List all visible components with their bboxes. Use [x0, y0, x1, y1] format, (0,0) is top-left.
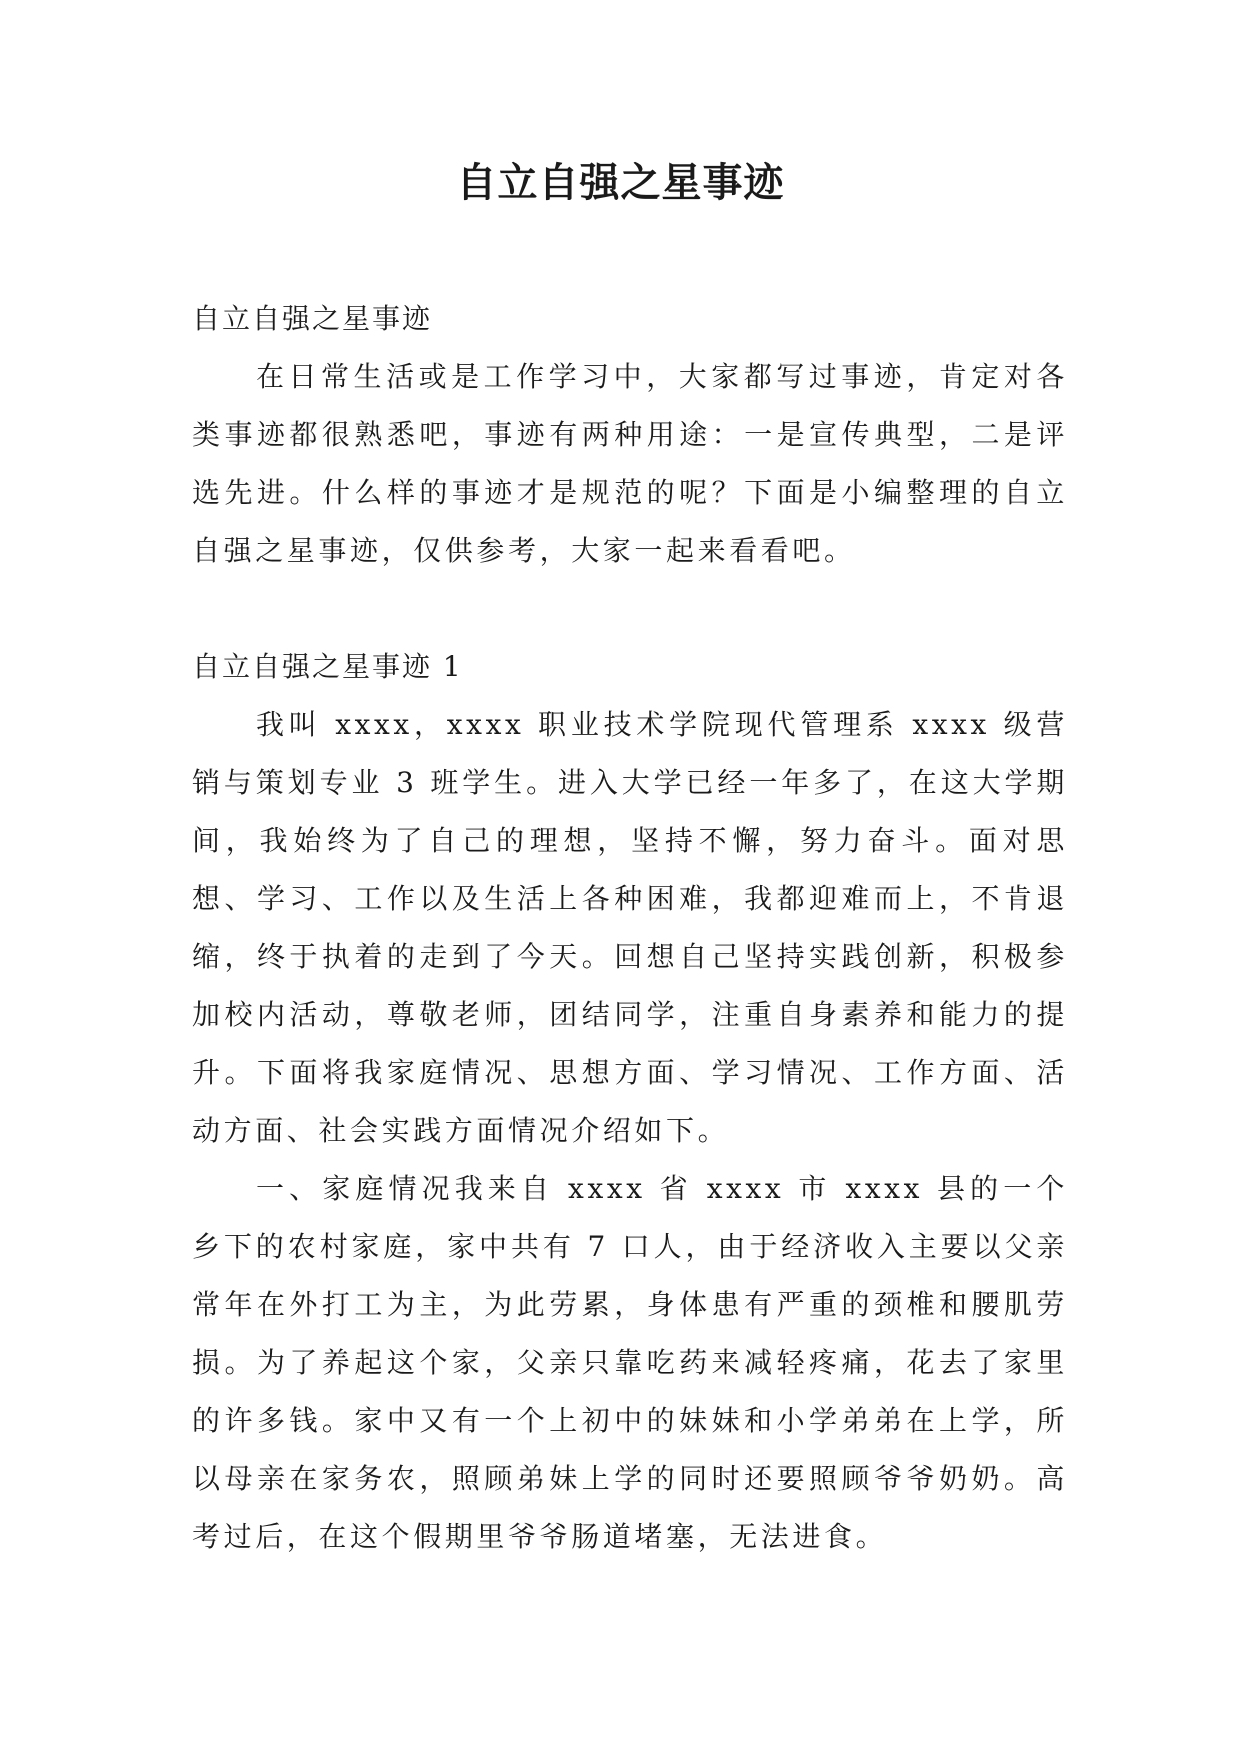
- section-spacer: [192, 580, 1068, 638]
- document-body: [192, 290, 1068, 1566]
- section1-heading: 自立自强之星事迹 1: [192, 650, 463, 683]
- section1-paragraph-1: 我叫 xxxx，xxxx 职业技术学院现代管理系 xxxx 级营销与策划专业 3 班学生。进入大学已经一年多了，在这大学期间，我始终为了自己的理想，坚持不懈，努力奋斗。面对思想、学习、工作以及生活上各种困难，我都迎难而上，不肯退缩，终于执着的走到了今天。回想自己坚持实践创新，积极参加校内活动，尊敬老师，团结同学，注重自身素养和能力的提升。下面将我家庭情况、思想方面、学习情况、工作方面、活动方面、社会实践方面情况介绍如下。: [192, 708, 1068, 1147]
- document-title: 自立自强之星事迹: [456, 159, 785, 206]
- intro-paragraph: 在日常生活或是工作学习中，大家都写过事迹，肯定对各类事迹都很熟悉吧，事迹有两种用途：一是宣传典型，二是评选先进。什么样的事迹才是规范的呢？下面是小编整理的自立自强之星事迹，仅供参考，大家一起来看看吧。: [192, 360, 1068, 567]
- intro-heading: 自立自强之星事迹: [192, 302, 433, 335]
- section1-paragraph-2: 一、家庭情况我来自 xxxx 省 xxxx 市 xxxx 县的一个乡下的农村家庭，家中共有 7 口人，由于经济收入主要以父亲常年在外打工为主，为此劳累，身体患有严重的颈椎和腰肌劳损。为了养起这个家，父亲只靠吃药来减轻疼痛，花去了家里的许多钱。家中又有一个上初中的妹妹和小学弟弟在上学，所以母亲在家务农，照顾弟妹上学的同时还要照顾爷爷奶奶。高考过后，在这个假期里爷爷肠道堵塞，无法进食。: [192, 1172, 1068, 1553]
